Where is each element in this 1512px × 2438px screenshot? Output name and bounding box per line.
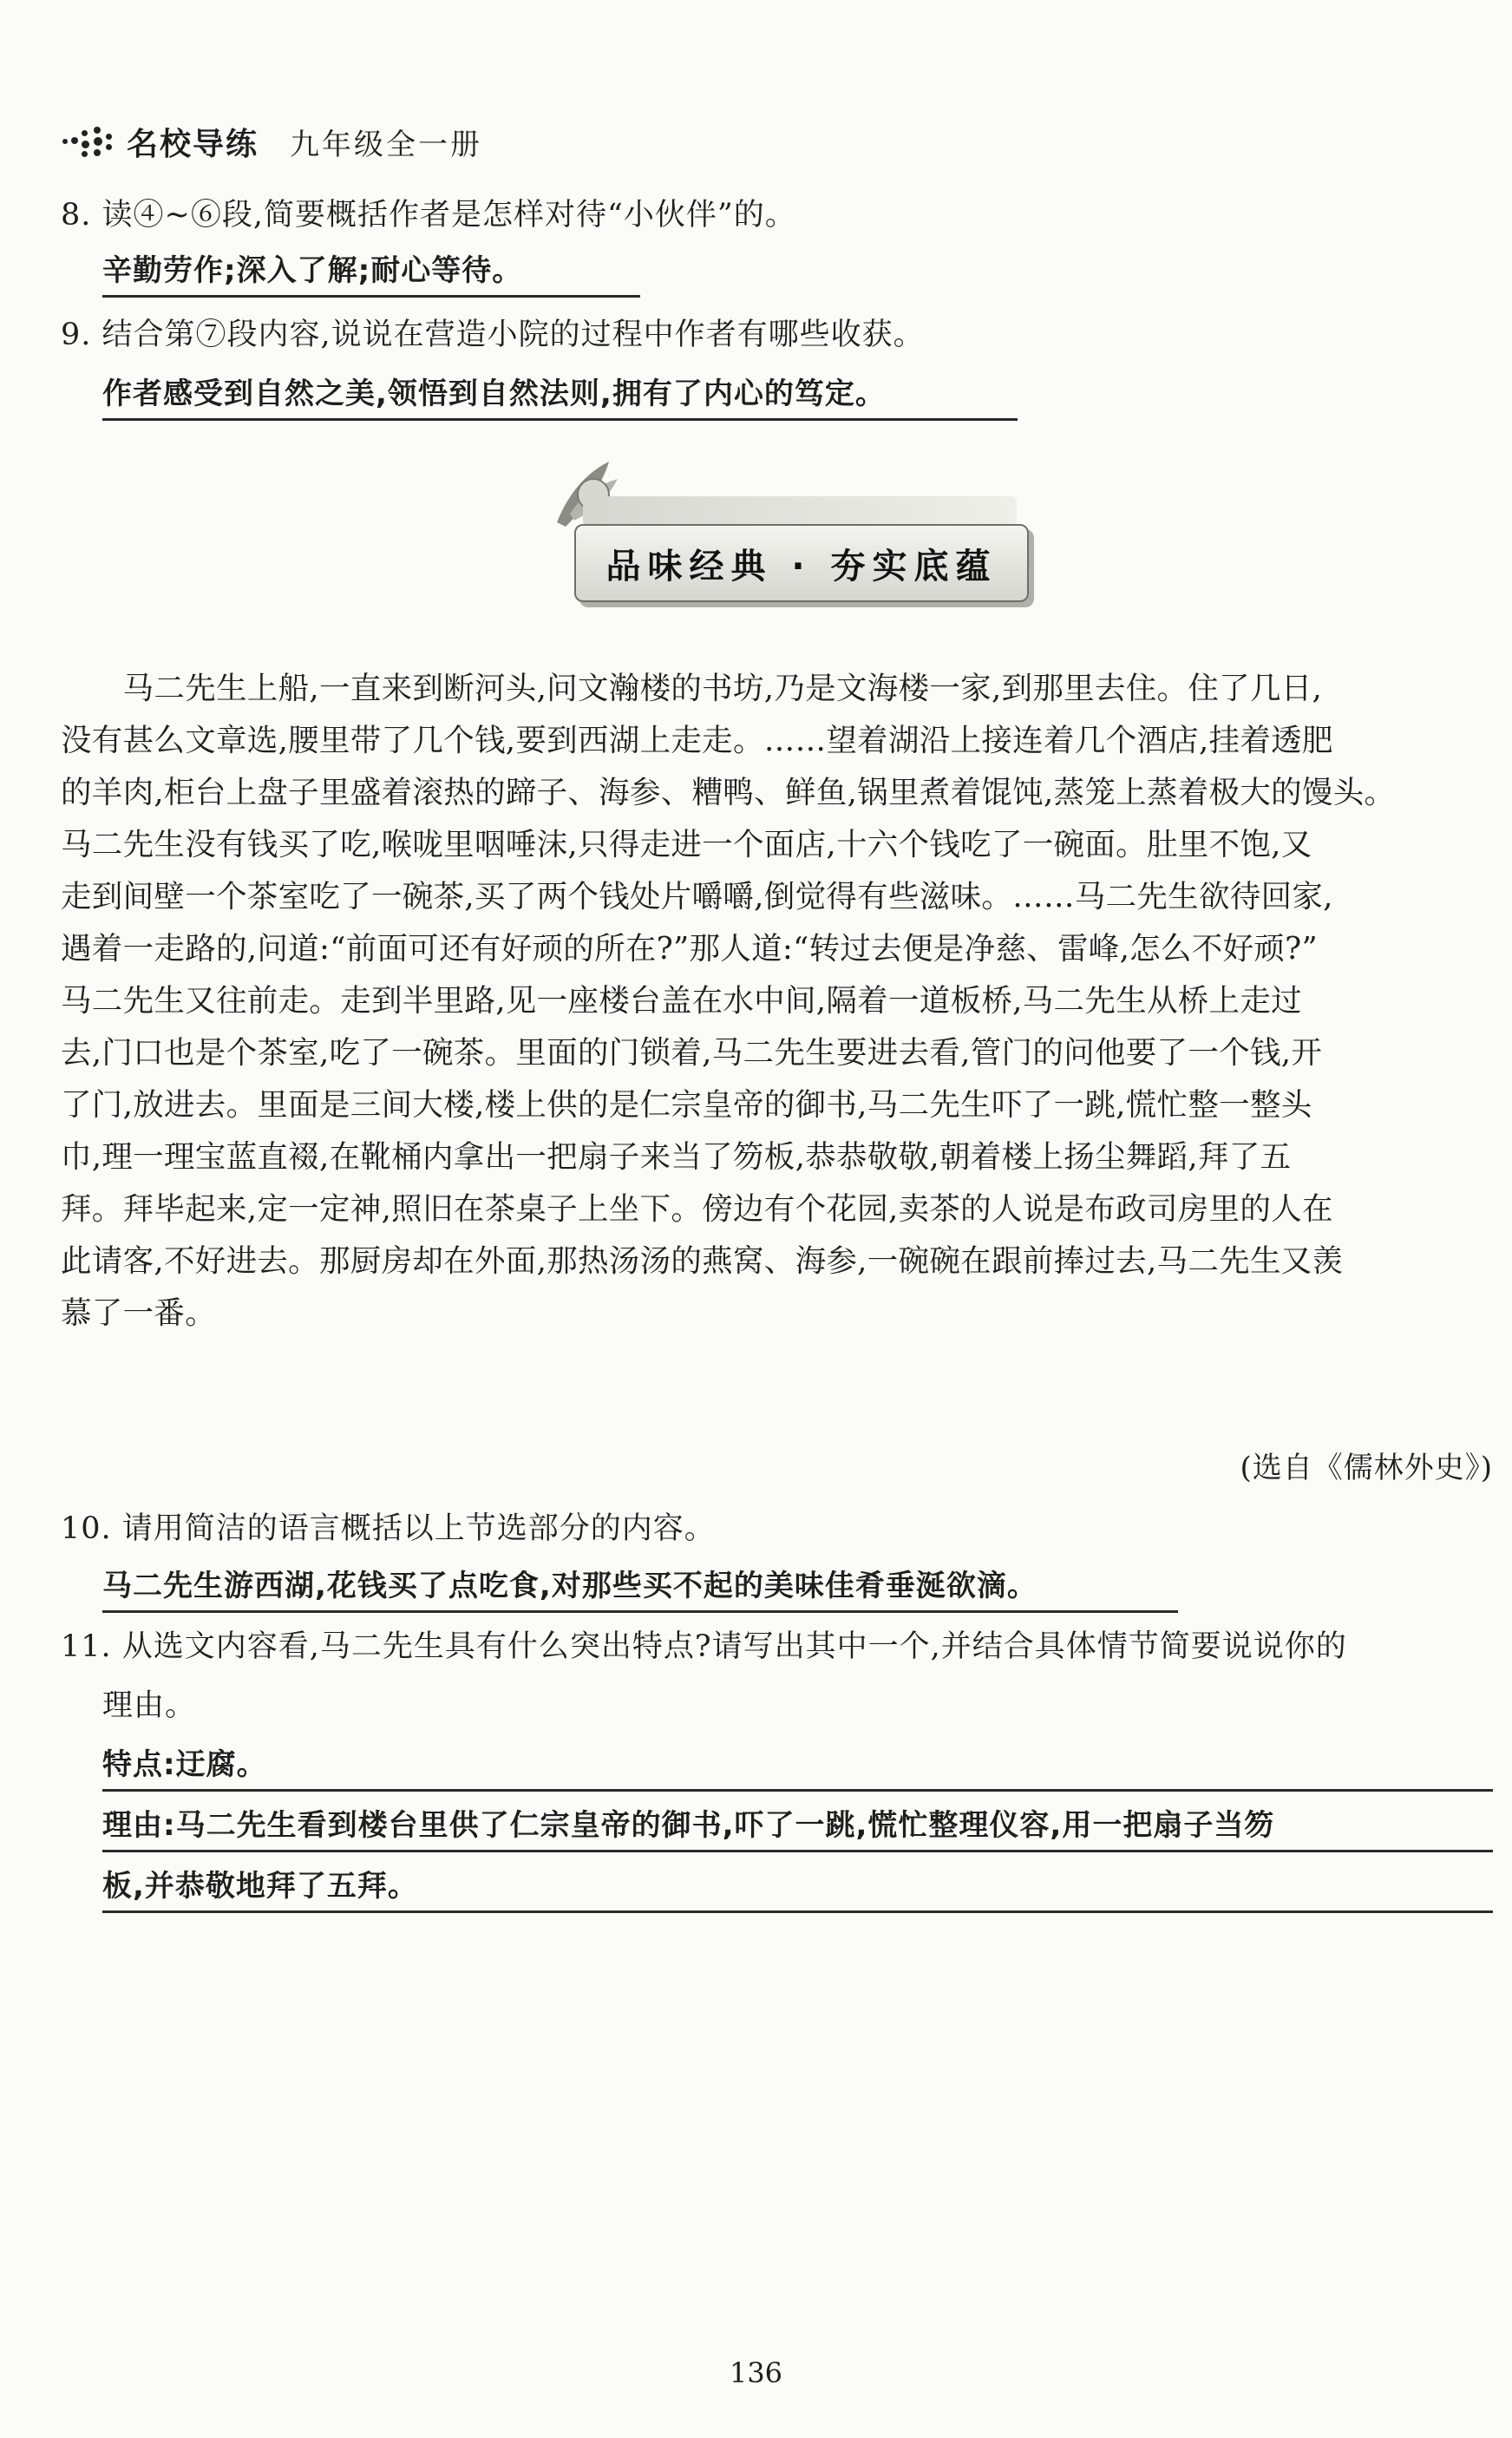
page-number-text: 136 [729, 2356, 783, 2389]
passage-line: 了门,放进去。里面是三间大楼,楼上供的是仁宗皇帝的御书,马二先生吓了一跳,慌忙整一整头 [61, 1087, 1312, 1123]
section-banner [514, 444, 1051, 618]
page-number [0, 2356, 1512, 2389]
banner-strip [583, 496, 1017, 526]
grade-label: 九年级全一册 [290, 128, 483, 162]
question-9-answer: 作者感受到自然之美,领悟到自然法则,拥有了内心的笃定。 [102, 370, 1018, 421]
dots-logo-icon [61, 125, 115, 160]
question-10-prompt: 10. 请用简洁的语言概括以上节选部分的内容。 [61, 1511, 716, 1546]
question-11-prompt-line2: 理由。 [102, 1688, 197, 1723]
question-11-answer-reason-line2: 板,并恭敬地拜了五拜。 [102, 1862, 1493, 1913]
reading-passage [61, 663, 1492, 1340]
passage-line: 没有甚么文章选,腰里带了几个钱,要到西湖上走走。……望着湖沿上接连着几个酒店,挂着透肥 [61, 723, 1333, 758]
passage-line: 马二先生又往前走。走到半里路,见一座楼台盖在水中间,隔着一道板桥,马二先生从桥上走过 [61, 983, 1302, 1019]
question-9-prompt: 9. 结合第⑦段内容,说说在营造小院的过程中作者有哪些收获。 [61, 318, 925, 352]
passage-line: 马二先生上船,一直来到断河头,问文瀚楼的书坊,乃是文海楼一家,到那里去住。住了几日, [61, 671, 1323, 706]
question-11-prompt-line1: 11. 从选文内容看,马二先生具有什么突出特点?请写出其中一个,并结合具体情节简要说说你的 [61, 1629, 1347, 1664]
question-11-answer-trait: 特点:迂腐。 [102, 1740, 1493, 1792]
passage-line: 此请客,不好进去。那厨房却在外面,那热汤汤的燕窝、海参,一碗碗在跟前捧过去,马二先生又羡 [61, 1243, 1344, 1279]
question-10-answer: 马二先生游西湖,花钱买了点吃食,对那些买不起的美味佳肴垂涎欲滴。 [102, 1562, 1178, 1613]
passage-line: 慕了一番。 [61, 1295, 217, 1331]
question-8-prompt: 8. 读④~⑥段,简要概括作者是怎样对待“小伙伴”的。 [61, 198, 796, 233]
question-8-answer: 辛勤劳作;深入了解;耐心等待。 [102, 246, 640, 298]
question-11-answer-reason-line1: 理由:马二先生看到楼台里供了仁宗皇帝的御书,吓了一跳,慌忙整理仪容,用一把扇子当笏 [102, 1801, 1493, 1852]
passage-line: 走到间壁一个茶室吃了一碗茶,买了两个钱处片嚼嚼,倒觉得有些滋味。……马二先生欲待回家, [61, 879, 1333, 914]
passage-line: 拜。拜毕起来,定一定神,照旧在茶桌子上坐下。傍边有个花园,卖茶的人说是布政司房里的人在 [61, 1191, 1333, 1227]
passage-source: (选自《儒林外史》) [1240, 1451, 1493, 1485]
section-title: 品味经典 · 夯实底蕴 [605, 546, 998, 587]
passage-line: 的羊肉,柜台上盘子里盛着滚热的蹄子、海参、糟鸭、鲜鱼,锅里煮着馄饨,蒸笼上蒸着极大的馒头。 [61, 775, 1396, 810]
passage-line: 马二先生没有钱买了吃,喉咙里咽唾沫,只得走进一个面店,十六个钱吃了一碗面。肚里不饱,又 [61, 827, 1312, 862]
passage-line: 遇着一走路的,问道:“前面可还有好顽的所在?”那人道:“转过去便是净慈、雷峰,怎么不好顽?” [61, 931, 1318, 967]
passage-line: 去,门口也是个茶室,吃了一碗茶。里面的门锁着,马二先生要进去看,管门的问他要了一个钱,开 [61, 1035, 1323, 1071]
brand-title: 名校导练 [127, 127, 259, 162]
passage-line: 巾,理一理宝蓝直裰,在靴桶内拿出一把扇子来当了笏板,恭恭敬敬,朝着楼上扬尘舞蹈,拜了五 [61, 1139, 1292, 1175]
page-header [61, 120, 482, 164]
banner-box [574, 524, 1029, 602]
